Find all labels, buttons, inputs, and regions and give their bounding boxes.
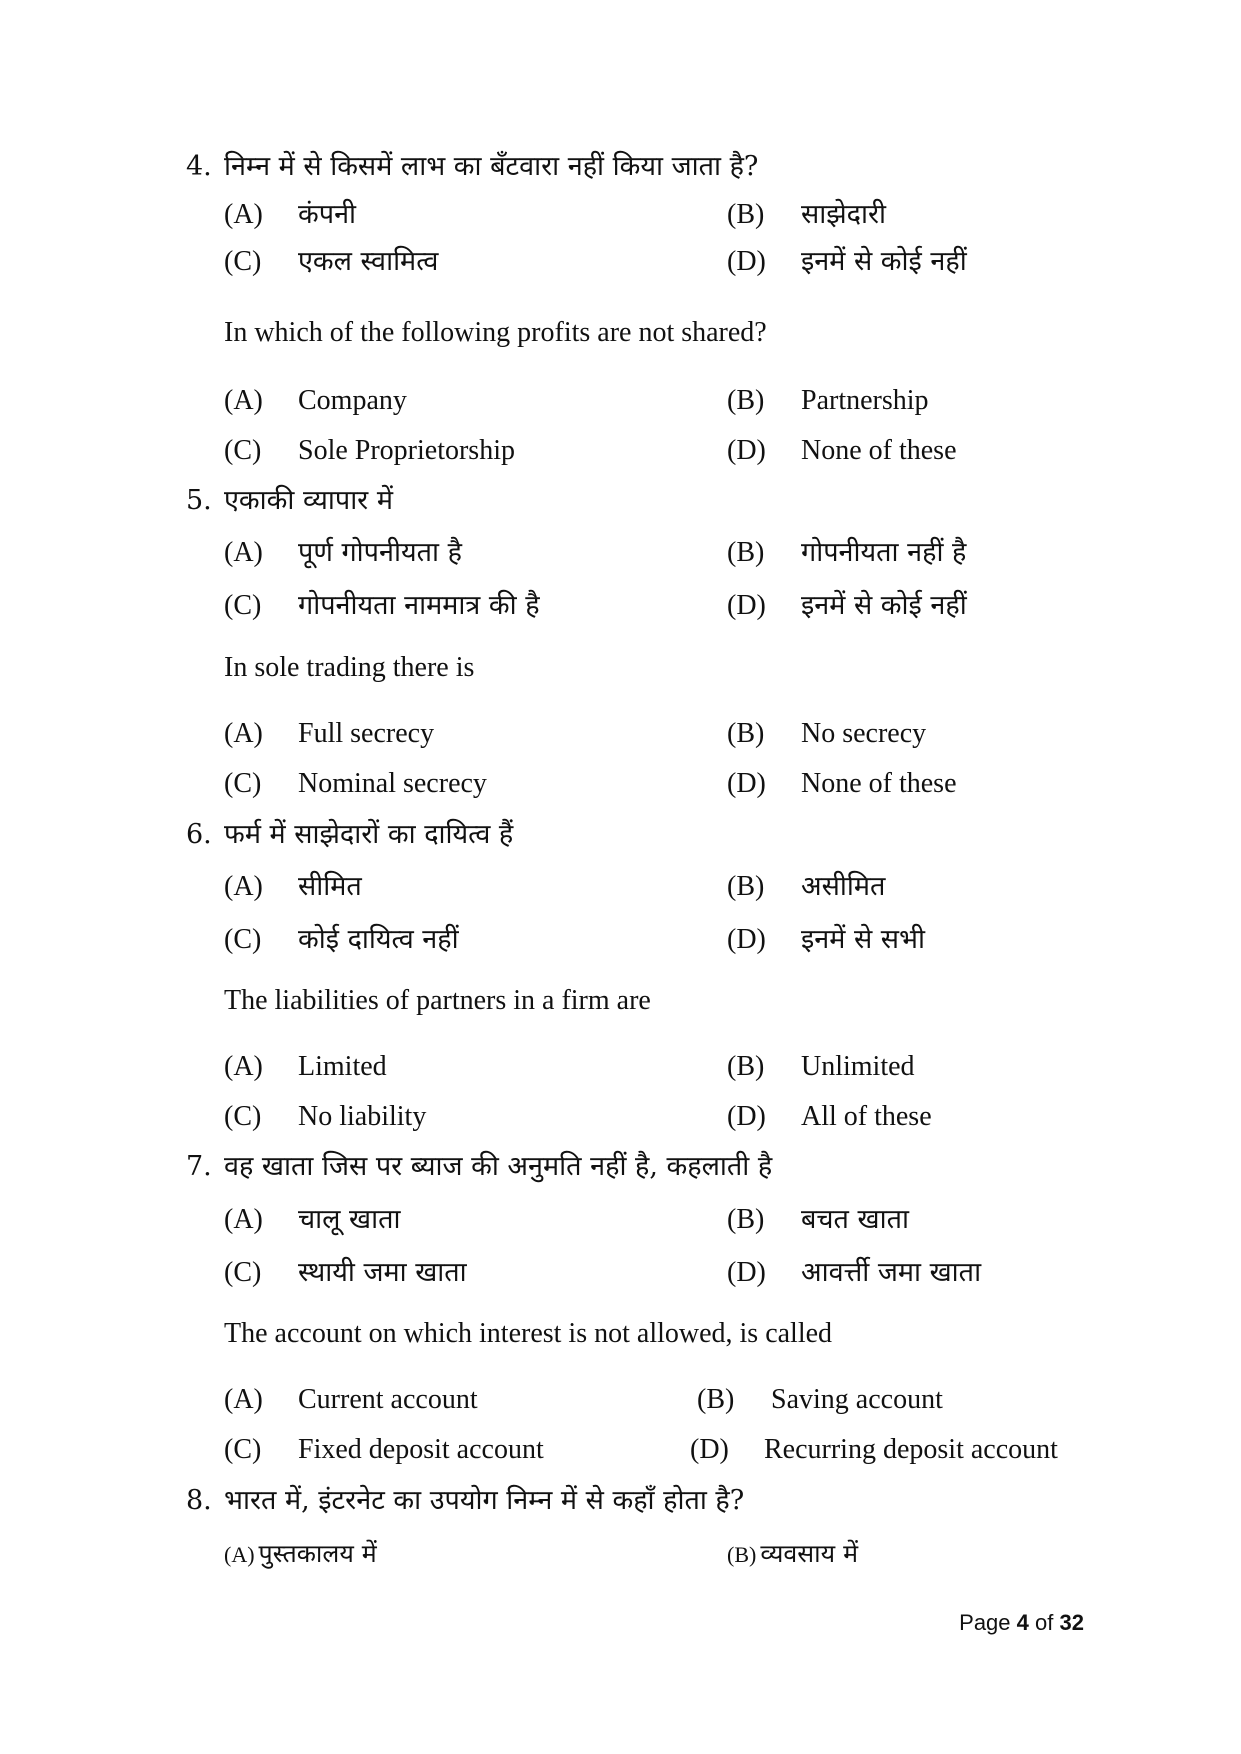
question-5-english: In sole trading there is [224,652,475,683]
question-text: भारत में, इंटरनेट का उपयोग निम्न में से कहाँ होता है? [224,1485,745,1516]
question-6-english: The liabilities of partners in a firm are [224,985,651,1016]
question-text: वह खाता जिस पर ब्याज की अनुमति नहीं है, कहलाती है [224,1151,773,1182]
question-number: 8. [186,1485,212,1516]
question-8-hindi [186,1484,744,1518]
q4-english-option-d: (D) None of these [727,435,957,466]
question-5-hindi [186,484,393,518]
q4-english-option-c: (C) Sole Proprietorship [224,435,515,466]
q7-english-option-a: (A) Current account [224,1384,478,1415]
q4-hindi-option-a: (A) कंपनी [224,199,357,230]
q6-hindi-option-d: (D) इनमें से सभी [727,924,926,955]
q6-hindi-option-a: (A) सीमित [224,871,362,902]
page-label: Page [959,1610,1011,1635]
q8-hindi-option-a: (A) पुस्तकालय में [224,1539,377,1568]
q5-hindi-option-c: (C) गोपनीयता नाममात्र की है [224,590,540,621]
q5-english-option-d: (D) None of these [727,768,957,799]
q5-hindi-option-b: (B) गोपनीयता नहीं है [727,537,967,568]
q5-hindi-option-a: (A) पूर्ण गोपनीयता है [224,537,462,568]
question-text: निम्न में से किसमें लाभ का बँटवारा नहीं किया जाता है? [224,151,759,182]
page-of-label: of [1035,1610,1054,1635]
question-4-hindi [186,150,758,184]
q6-english-option-c: (C) No liability [224,1101,427,1132]
q4-hindi-option-b: (B) साझेदारी [727,199,887,230]
total-pages-number: 32 [1059,1610,1084,1635]
question-7-english: The account on which interest is not allowed, is called [224,1318,833,1349]
q7-english-option-b: (B) Saving account [697,1384,943,1415]
question-number: 7. [186,1151,212,1182]
q4-hindi-option-c: (C) एकल स्वामित्व [224,246,439,277]
q7-hindi-option-c: (C) स्थायी जमा खाता [224,1257,467,1288]
q6-english-option-d: (D) All of these [727,1101,932,1132]
q4-english-option-b: (B) Partnership [727,385,929,416]
question-4-english: In which of the following profits are not shared? [224,317,767,348]
question-number: 4. [186,151,212,182]
q4-hindi-option-d: (D) इनमें से कोई नहीं [727,246,967,277]
question-text: फर्म में साझेदारों का दायित्व हैं [224,819,514,850]
question-6-hindi [186,818,513,852]
q5-english-option-a: (A) Full secrecy [224,718,435,749]
current-page-number: 4 [1016,1610,1029,1635]
q5-english-option-b: (B) No secrecy [727,718,927,749]
q7-hindi-option-d: (D) आवर्त्ती जमा खाता [727,1257,982,1288]
question-7-hindi [186,1150,772,1184]
q8-hindi-option-b: (B) व्यवसाय में [727,1539,859,1568]
q5-hindi-option-d: (D) इनमें से कोई नहीं [727,590,967,621]
q4-english-option-a: (A) Company [224,385,407,416]
page-number-footer [959,1608,1084,1638]
question-text: एकाकी व्यापार में [224,485,393,516]
q6-hindi-option-c: (C) कोई दायित्व नहीं [224,924,459,955]
q7-hindi-option-a: (A) चालू खाता [224,1204,401,1235]
q6-hindi-option-b: (B) असीमित [727,871,886,902]
question-number: 5. [186,485,212,516]
q5-english-option-c: (C) Nominal secrecy [224,768,487,799]
q6-english-option-b: (B) Unlimited [727,1051,915,1082]
q7-english-option-c: (C) Fixed deposit account [224,1434,544,1465]
q7-english-option-d: (D) Recurring deposit account [690,1434,1058,1465]
question-number: 6. [186,819,212,850]
q7-hindi-option-b: (B) बचत खाता [727,1204,909,1235]
q6-english-option-a: (A) Limited [224,1051,387,1082]
